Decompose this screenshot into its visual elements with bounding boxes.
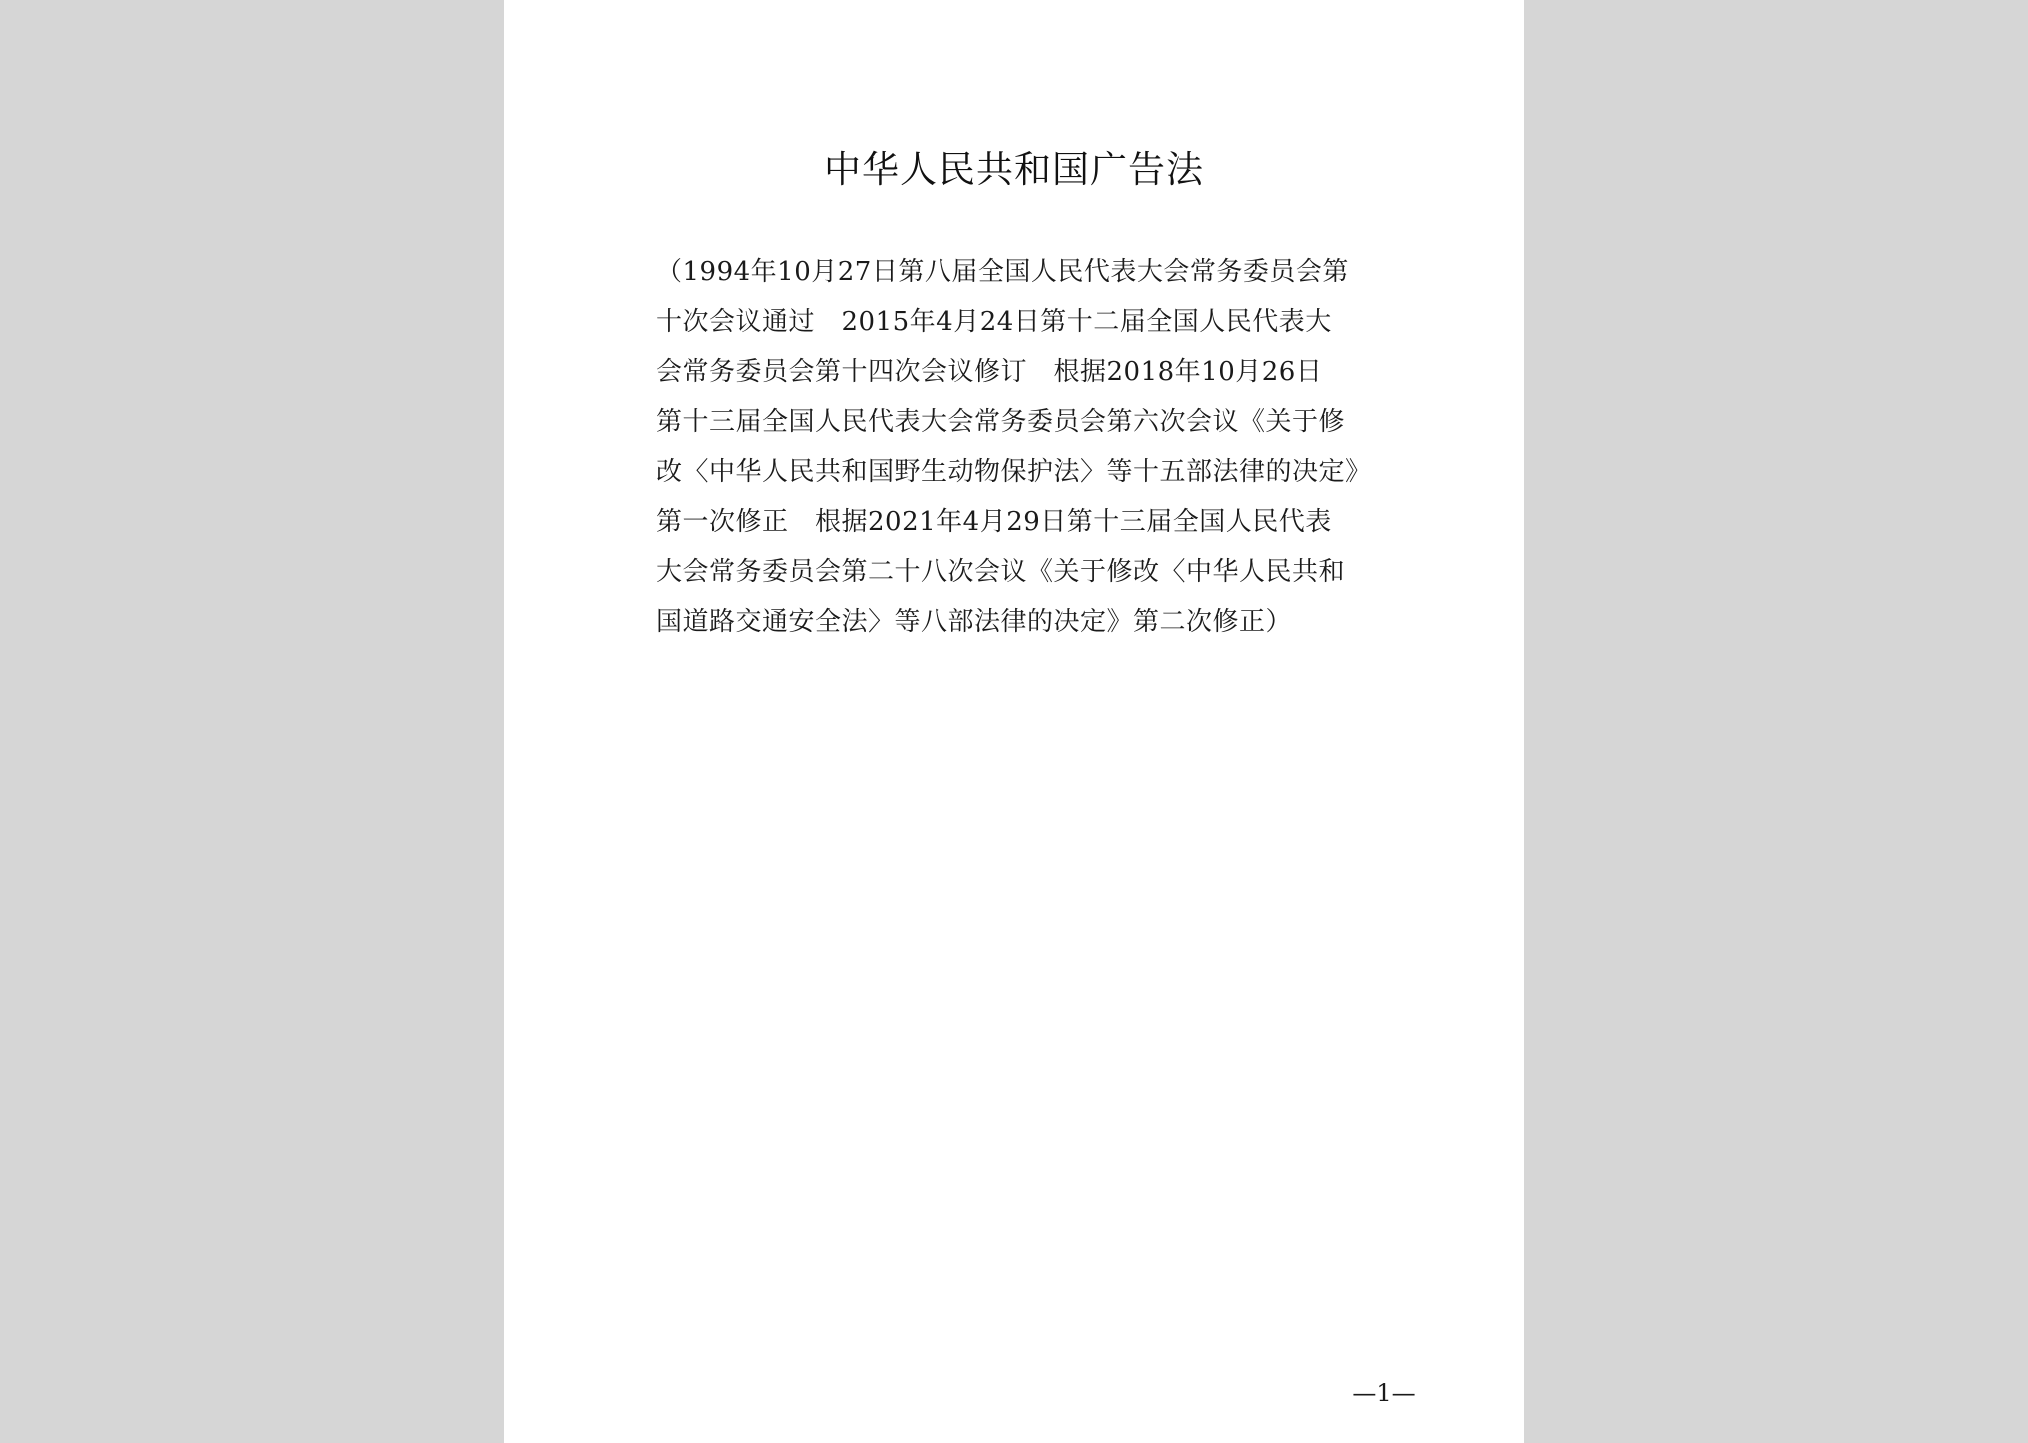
history-line: 十次会议通过 2015年4月24日第十二届全国人民代表大	[656, 307, 1332, 337]
history-line: 大会常务委员会第二十八次会议《关于修改〈中华人民共和	[656, 557, 1346, 587]
history-line: 会常务委员会第十四次会议修订 根据2018年10月26日	[656, 357, 1323, 387]
history-line: 第一次修正 根据2021年4月29日第十三届全国人民代表	[656, 507, 1332, 537]
history-line: 改〈中华人民共和国野生动物保护法〉等十五部法律的决定》	[656, 457, 1372, 487]
page-number: —1—	[1352, 1379, 1416, 1407]
legislative-history	[656, 247, 1376, 647]
document-title: 中华人民共和国广告法	[824, 148, 1204, 191]
history-line: （1994年10月27日第八届全国人民代表大会常务委员会第	[656, 257, 1349, 287]
document-page	[504, 0, 1524, 1443]
history-line: 国道路交通安全法〉等八部法律的决定》第二次修正）	[656, 607, 1293, 637]
history-line: 第十三届全国人民代表大会常务委员会第六次会议《关于修	[656, 407, 1346, 437]
